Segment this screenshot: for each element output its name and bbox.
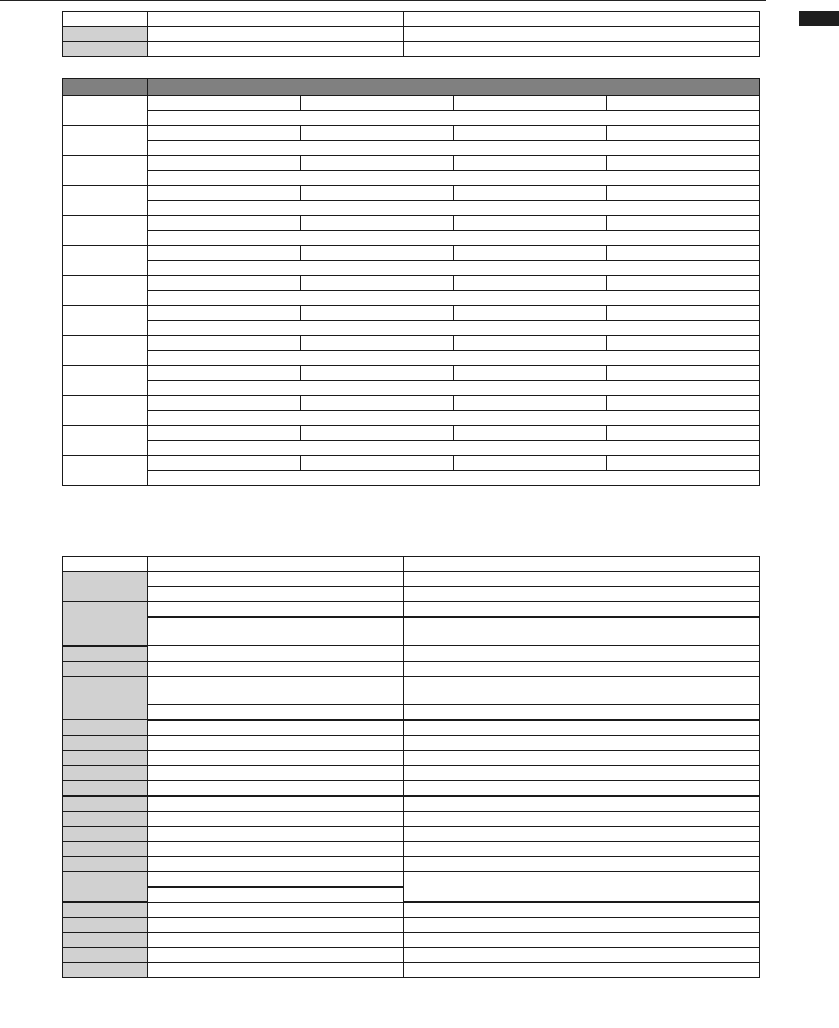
table-cell (404, 27, 760, 42)
table-row (63, 126, 760, 141)
table-row (63, 456, 760, 471)
table-cell (148, 351, 760, 366)
table-row (63, 471, 760, 486)
table-cell (301, 186, 454, 201)
table-row (63, 720, 760, 736)
table-cell (301, 126, 454, 141)
table-row (63, 306, 760, 321)
table-cell (404, 572, 760, 587)
table-row (63, 171, 760, 186)
detail-table (62, 556, 760, 978)
table-row (63, 646, 760, 662)
table-row (63, 216, 760, 231)
table-cell (454, 366, 607, 381)
table-cell (148, 811, 404, 826)
table-cell (148, 96, 301, 111)
row-label-cell (63, 246, 148, 276)
table-row (63, 441, 760, 456)
table-cell (404, 841, 760, 856)
table-cell (148, 321, 760, 336)
table-cell (148, 396, 301, 411)
table-row (63, 704, 760, 720)
table-row (63, 602, 760, 618)
table-cell (607, 396, 760, 411)
table-row (63, 661, 760, 676)
table-cell (148, 780, 404, 796)
table-cell (607, 126, 760, 141)
row-label-cell (63, 366, 148, 396)
row-label-cell (63, 948, 148, 963)
table-cell (607, 276, 760, 291)
table-cell (301, 396, 454, 411)
table-cell (301, 156, 454, 171)
table-cell (454, 156, 607, 171)
table-cell (148, 276, 301, 291)
table-cell (148, 765, 404, 780)
table-cell (404, 720, 760, 736)
header-label-cell (63, 79, 148, 96)
header-table (62, 11, 760, 57)
table-cell (454, 426, 607, 441)
table-row (63, 141, 760, 156)
table-cell (607, 186, 760, 201)
table-row (63, 276, 760, 291)
table-cell (301, 366, 454, 381)
row-label-cell (63, 186, 148, 216)
table-cell (404, 933, 760, 948)
table-cell (301, 246, 454, 261)
table-cell (454, 246, 607, 261)
table-row (63, 933, 760, 948)
row-label-cell (63, 856, 148, 871)
table-row (63, 96, 760, 111)
table-cell (148, 933, 404, 948)
table-cell (607, 216, 760, 231)
table-cell (404, 704, 760, 720)
table-cell (148, 426, 301, 441)
table-cell (148, 186, 301, 201)
table-cell (148, 216, 301, 231)
table-row (63, 902, 760, 918)
table-cell (404, 12, 760, 27)
table-row (63, 156, 760, 171)
row-label-cell (63, 27, 148, 42)
table-cell (404, 602, 760, 618)
table-cell (454, 396, 607, 411)
table-cell (148, 201, 760, 216)
table-cell (148, 948, 404, 963)
table-cell (148, 42, 404, 57)
table-cell (148, 126, 301, 141)
table-cell (301, 96, 454, 111)
table-cell (607, 456, 760, 471)
table-row (63, 27, 760, 42)
row-label-cell (63, 720, 148, 736)
table-cell (148, 156, 301, 171)
row-label-cell (63, 126, 148, 156)
row-label-cell (63, 871, 148, 902)
row-label-cell (63, 156, 148, 186)
table-row (63, 111, 760, 126)
row-label-cell (63, 96, 148, 126)
table-cell (404, 856, 760, 871)
table-row (63, 765, 760, 780)
table-cell (404, 902, 760, 918)
table-cell (148, 306, 301, 321)
row-label-cell (63, 735, 148, 750)
header-title-cell (148, 79, 760, 96)
row-label-cell (63, 572, 148, 602)
table-row (63, 12, 760, 27)
row-label-cell (63, 841, 148, 856)
table-cell (148, 902, 404, 918)
table-cell (404, 765, 760, 780)
table-row (63, 42, 760, 57)
table-cell (454, 336, 607, 351)
table-cell (148, 646, 404, 662)
table-cell (148, 336, 301, 351)
row-label-cell (63, 42, 148, 57)
table-row (63, 871, 760, 887)
table-row (63, 963, 760, 978)
table-cell (404, 42, 760, 57)
row-label-cell (63, 216, 148, 246)
row-label-cell (63, 765, 148, 780)
row-label-cell (63, 306, 148, 336)
table-cell (148, 661, 404, 676)
table-cell (454, 216, 607, 231)
table-row (63, 780, 760, 796)
table-cell (301, 336, 454, 351)
table-row (63, 587, 760, 602)
table-cell (148, 826, 404, 841)
table-row (63, 201, 760, 216)
table-cell (148, 602, 404, 618)
row-label-cell (63, 811, 148, 826)
row-label-cell (63, 426, 148, 456)
row-label-cell (63, 750, 148, 765)
table-cell (404, 557, 760, 572)
table-cell (148, 676, 404, 704)
table-cell (454, 126, 607, 141)
table-row (63, 231, 760, 246)
table-row (63, 572, 760, 587)
table-cell (404, 661, 760, 676)
table-header-row (63, 79, 760, 96)
table-cell (404, 617, 760, 646)
table-row (63, 411, 760, 426)
table-cell (454, 276, 607, 291)
table-cell (148, 720, 404, 736)
table-row (63, 735, 760, 750)
table-row (63, 841, 760, 856)
table-cell (148, 887, 404, 903)
table-row (63, 336, 760, 351)
table-cell (148, 231, 760, 246)
table-row (63, 557, 760, 572)
row-label-cell (63, 557, 148, 572)
table-cell (404, 646, 760, 662)
row-label-cell (63, 902, 148, 918)
table-row (63, 366, 760, 381)
table-cell (148, 841, 404, 856)
table-row (63, 261, 760, 276)
table-cell (404, 780, 760, 796)
table-cell (301, 456, 454, 471)
grid-table (62, 78, 760, 486)
table-row (63, 396, 760, 411)
table-cell (454, 456, 607, 471)
table-cell (404, 750, 760, 765)
table-cell (607, 426, 760, 441)
row-label-cell (63, 796, 148, 812)
row-label-cell (63, 676, 148, 720)
table-cell (301, 426, 454, 441)
table-cell (454, 306, 607, 321)
row-label-cell (63, 661, 148, 676)
table-cell (148, 441, 760, 456)
table-cell (454, 186, 607, 201)
row-label-cell (63, 918, 148, 933)
table-cell (607, 156, 760, 171)
row-label-cell (63, 933, 148, 948)
table-row (63, 796, 760, 812)
row-label-cell (63, 602, 148, 646)
table-cell (148, 871, 404, 887)
table-row (63, 351, 760, 366)
table-cell (404, 676, 760, 704)
table-row (63, 918, 760, 933)
table-cell (607, 306, 760, 321)
table-row (63, 617, 760, 646)
row-label-cell (63, 456, 148, 486)
table-cell (148, 587, 404, 602)
table-row (63, 246, 760, 261)
table-row (63, 826, 760, 841)
table-row (63, 948, 760, 963)
row-label-cell (63, 826, 148, 841)
table-cell (148, 456, 301, 471)
table-cell (607, 96, 760, 111)
row-label-cell (63, 12, 148, 27)
table-cell (148, 735, 404, 750)
table-cell (148, 171, 760, 186)
table-cell (404, 796, 760, 812)
row-label-cell (63, 396, 148, 426)
table-cell (148, 617, 404, 646)
row-label-cell (63, 276, 148, 306)
table-cell (404, 918, 760, 933)
table-cell (148, 411, 760, 426)
table-cell (148, 261, 760, 276)
page-top-rule (0, 0, 766, 1)
table-cell (148, 918, 404, 933)
table-cell (454, 96, 607, 111)
row-label-cell (63, 336, 148, 366)
table-cell (148, 246, 301, 261)
row-label-cell (63, 963, 148, 978)
table-cell (301, 276, 454, 291)
table-cell (404, 948, 760, 963)
table-cell (148, 12, 404, 27)
table-cell (148, 856, 404, 871)
table-cell (148, 291, 760, 306)
table-cell (148, 572, 404, 587)
table-cell (148, 381, 760, 396)
table-cell (148, 750, 404, 765)
table-cell (301, 216, 454, 231)
table-row (63, 426, 760, 441)
table-row (63, 811, 760, 826)
table-cell (607, 336, 760, 351)
table-cell (404, 587, 760, 602)
table-cell (148, 796, 404, 812)
table-cell (607, 246, 760, 261)
table-row (63, 750, 760, 765)
table-cell (404, 735, 760, 750)
table-row (63, 856, 760, 871)
table-row (63, 676, 760, 704)
row-label-cell (63, 780, 148, 796)
table-row (63, 321, 760, 336)
table-cell (607, 366, 760, 381)
table-cell (148, 366, 301, 381)
table-row (63, 381, 760, 396)
table-cell (404, 826, 760, 841)
table-cell (148, 141, 760, 156)
table-row (63, 291, 760, 306)
table-cell (404, 871, 760, 902)
table-cell (148, 557, 404, 572)
table-cell (148, 27, 404, 42)
table-cell (148, 704, 404, 720)
table-cell (148, 111, 760, 126)
table-cell (148, 471, 760, 486)
table-cell (404, 811, 760, 826)
table-cell (404, 963, 760, 978)
section-tab (799, 11, 839, 26)
table-cell (301, 306, 454, 321)
table-cell (148, 963, 404, 978)
table-row (63, 186, 760, 201)
row-label-cell (63, 646, 148, 662)
